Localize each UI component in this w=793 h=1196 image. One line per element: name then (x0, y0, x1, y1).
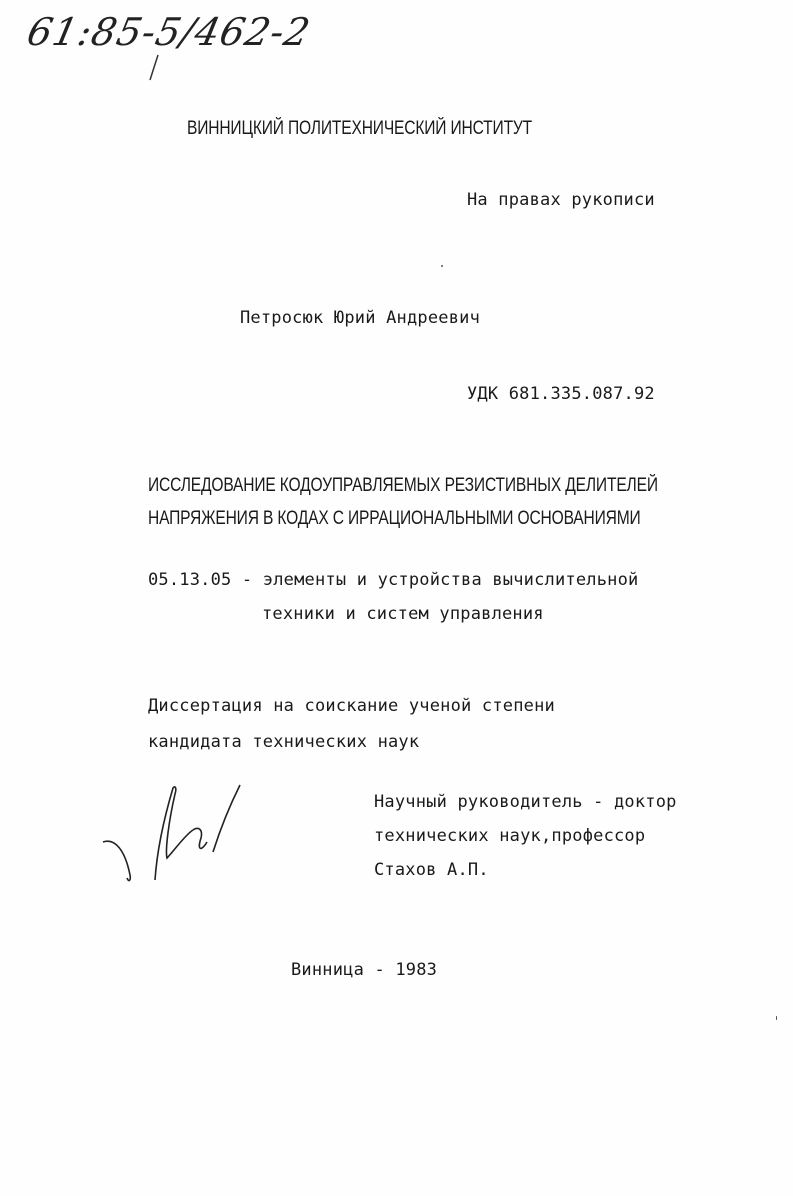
specialty-line-2: техники и систем управления (262, 604, 544, 624)
supervisor-line-2: технических наук,профессор (374, 826, 646, 846)
degree-line-2: кандидата технических наук (148, 732, 420, 752)
degree-line-1: Диссертация на соискание ученой степени (148, 696, 555, 716)
paper-speck (776, 1016, 777, 1020)
title-line-1: ИССЛЕДОВАНИЕ КОДОУПРАВЛЯЕМЫХ РЕЗИСТИВНЫХ ДЕЛИТЕЛЕЙ (148, 475, 658, 496)
specialty-line-1: 05.13.05 - элементы и устройства вычислительной (148, 570, 639, 590)
place-and-year: Винница - 1983 (291, 960, 438, 980)
author-name: Петросюк Юрий Андреевич (240, 308, 481, 328)
supervisor-line-1: Научный руководитель - доктор (374, 792, 677, 812)
institute-name: ВИННИЦКИЙ ПОЛИТЕХНИЧЕСКИЙ ИНСТИТУТ (187, 118, 533, 139)
handwritten-underline-mark (0, 0, 793, 100)
signature (95, 780, 255, 890)
handwritten-archive-code: 61:85-5/462-2 (23, 10, 315, 54)
title-line-2: НАПРЯЖЕНИЯ В КОДАХ С ИРРАЦИОНАЛЬНЫМИ ОСНОВАНИЯМИ (148, 508, 641, 529)
udc-code: УДК 681.335.087.92 (467, 384, 655, 404)
supervisor-line-3: Стахов А.П. (374, 860, 489, 880)
paper-speck (441, 265, 443, 267)
manuscript-rights-note: На правах рукописи (467, 190, 655, 210)
